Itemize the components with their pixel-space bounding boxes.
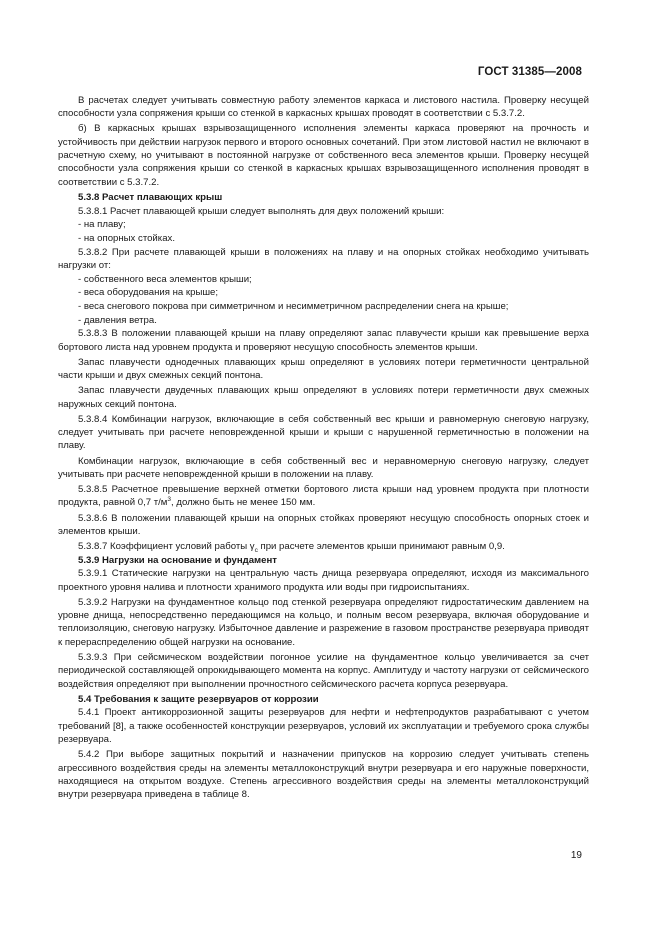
document-body [58, 94, 589, 803]
paragraph: 5.3.9.3 При сейсмическом воздействии погонное усилие на фундаментное кольцо увеличивается за счет периодической составляющей опрокидывающего момента на корпус. Амплитуду и частоту нагрузки от сейсмического воздействия определяют при выполнении прочностного сейсмического расчета корпуса резервуара. [58, 651, 589, 690]
paragraph: 5.3.9.1 Статические нагрузки на центральную часть днища резервуара определяют, исходя из максимального проектного уровня налива и плотности хранимого продукта или воды при гидроиспытаниях. [58, 568, 589, 593]
superscript: 3 [167, 496, 172, 504]
list-item: - веса снегового покрова при симметричном и несимметричном распределении снега на крыше; [78, 300, 509, 312]
section-heading-5-4: 5.4 Требования к защите резервуаров от коррозии [78, 693, 319, 705]
text-span: 5.3.8.7 Коэффициент условий работы γ [78, 541, 255, 553]
subscript: c [254, 546, 258, 554]
section-heading-5-3-8: 5.3.8 Расчет плавающих крыш [78, 191, 223, 203]
paragraph: 5.3.8.3 В положении плавающей крыши на плаву определяют запас плавучести крыши как превышение верха бортового листа над уровнем продукта и проверяют несущую способность элементов крыши. [58, 328, 589, 353]
paragraph-density [58, 483, 589, 510]
paragraph-coefficient [58, 540, 589, 553]
paragraph: Запас плавучести однодечных плавающих крыш определяют в условиях потери герметичности центральной части крыши и двух смежных секций понтона. [58, 356, 589, 382]
paragraph: 5.3.8.4 Комбинации нагрузок, включающие в себя собственный вес крыши и равномерную снеговую нагрузку, следует учитывать при расчете неповрежденной крыши и крыши с нарушенной герметичностью в положении на плаву. [58, 413, 589, 452]
page-number: 19 [570, 850, 582, 861]
text-span: 5.3.8.5 Расчетное превышение верхней отметки бортового листа крыши над уровнем продукта при плотности продукта, равной 0,7 т/м [58, 484, 589, 509]
section-heading-5-3-9: 5.3.9 Нагрузки на основание и фундамент [78, 554, 277, 566]
text-span: при расчете элементов крыши принимают равным 0,9. [257, 541, 505, 553]
paragraph: Запас плавучести двудечных плавающих крыш определяют в условиях потери герметичности двух смежных наружных секций понтона. [58, 385, 589, 410]
paragraph: 5.3.8.1 Расчет плавающей крыши следует выполнять для двух положений крыши: [78, 205, 445, 217]
list-item: - давления ветра. [78, 314, 157, 326]
list-item: - на опорных стойках. [78, 232, 176, 244]
paragraph: б) В каркасных крышах взрывозащищенного исполнения элементы каркаса проверяют на прочность и устойчивость при действии нагрузок первого и второго основных сочетаний. При этом листовой настил не включают в расчетную схему, но учитывают в постоянной нагрузке от собственного веса элементов крыши. Проверку несущей способности узла сопряжения крыши со стенкой в каркасных крышах взрывозащищенного исполнения проводят в соответствии с 5.3.7.2. [58, 123, 589, 188]
paragraph: 5.3.8.2 При расчете плавающей крыши в положениях на плаву и на опорных стойках необходимо учитывать нагрузки от: [58, 246, 589, 271]
text-span: , должно быть не менее 150 мм. [171, 497, 316, 509]
paragraph: 5.3.9.2 Нагрузки на фундаментное кольцо под стенкой резервуара определяют гидростатическим давлением на уровне днища, непосредственно передающимся на кольцо, и полным весом резервуара, включая оборудование и теплоизоляцию, снеговую нагрузку. Избыточное давление и разрежение в газовом пространстве резервуара приводят к перераспределению общей нагрузки на основание. [58, 596, 589, 648]
paragraph: В расчетах следует учитывать совместную работу элементов каркаса и листового настила. Проверку несущей способности узла сопряжения крыши со стенкой в каркасных крышах проводят в соответствии с 5.3.7.2. [58, 95, 589, 120]
list-item: - собственного веса элементов крыши; [78, 273, 252, 285]
paragraph: 5.3.8.6 В положении плавающей крыши на опорных стойках проверяют несущую способность опорных стоек и элементов крыши. [58, 512, 589, 537]
paragraph: 5.4.2 При выборе защитных покрытий и назначении припусков на коррозию следует учитывать степень агрессивного воздействия среды на элементы металлоконструкций внутри резервуара и его наружные поверхности, находящиеся на открытом воздухе. Степень агрессивного воздействия среды на элементы металлоконструкций внутри резервуара приведена в таблице 8. [58, 749, 589, 801]
paragraph: 5.4.1 Проект антикоррозионной защиты резервуаров для нефти и нефтепродуктов разрабатывают с учетом требований [8], а также особенностей конструкции резервуаров, условий их эксплуатации и требуемого срока службы резервуара. [58, 707, 589, 746]
standard-number: ГОСТ 31385—2008 [477, 66, 582, 78]
list-item: - на плаву; [78, 219, 126, 231]
paragraph: Комбинации нагрузок, включающие в себя собственный вес и неравномерную снеговую нагрузку, следует учитывать при расчете неповрежденной крыши в положении на плаву. [58, 455, 589, 480]
list-item: - веса оборудования на крыше; [78, 287, 219, 299]
